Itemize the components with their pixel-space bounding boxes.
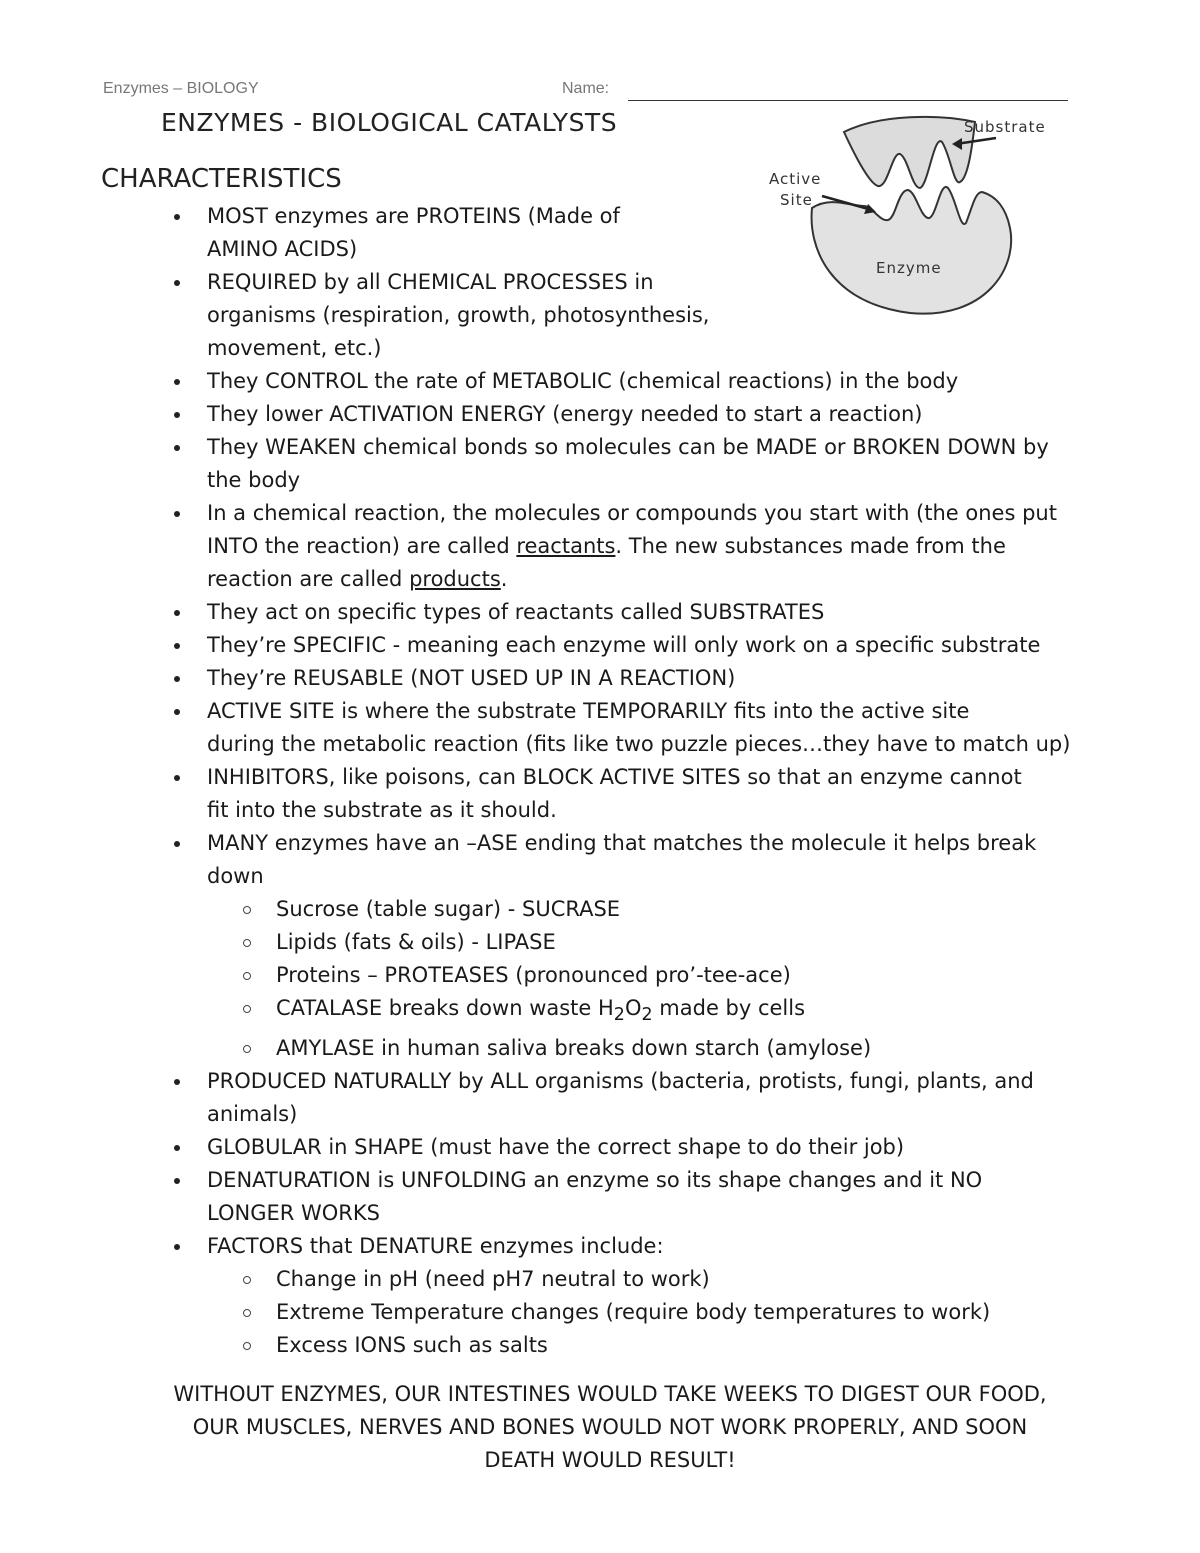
list-item: They lower ACTIVATION ENERGY (energy needed to start a reaction) [160, 398, 1120, 431]
list-item: GLOBULAR in SHAPE (must have the correct shape to do their job) [160, 1131, 1120, 1164]
sub-list-item: CATALASE breaks down waste $H_2O_2$ made by cells [160, 992, 1120, 1032]
name-blank-line[interactable] [628, 100, 1068, 101]
sub-list-item: Sucrose (table sugar) - SUCRASE [160, 893, 1120, 926]
list-item: FACTORS that DENATURE enzymes include: [160, 1230, 1120, 1263]
term-products: products [409, 567, 501, 591]
sub-list-item: Extreme Temperature changes (require body temperatures to work) [160, 1296, 1120, 1329]
enzyme-label: Enzyme [876, 259, 942, 277]
list-item: They WEAKEN chemical bonds so molecules can be MADE or BROKEN DOWN by the body [160, 431, 1120, 497]
sub-list-item: Excess IONS such as salts [160, 1329, 1120, 1362]
list-item: They’re REUSABLE (NOT USED UP IN A REACTION) [160, 662, 1120, 695]
list-item: MOST enzymes are PROTEINS (Made of AMINO ACIDS) [160, 200, 1120, 266]
list-item: ACTIVE SITE is where the substrate TEMPORARILY fits into the active site during the metabolic reaction (fits like two puzzle pieces…they have to match up) [160, 695, 1120, 761]
list-item: PRODUCED NATURALLY by ALL organisms (bacteria, protists, fungi, plants, and animals) [160, 1065, 1120, 1131]
list-item: They act on specific types of reactants called SUBSTRATES [160, 596, 1120, 629]
list-item: They CONTROL the rate of METABOLIC (chemical reactions) in the body [160, 365, 1120, 398]
header-name-label: Name: [562, 80, 610, 97]
header-course: Enzymes – BIOLOGY [103, 80, 259, 97]
page-title: ENZYMES - BIOLOGICAL CATALYSTS [161, 108, 618, 137]
sub-list-item: Proteins – PROTEASES (pronounced pro’-tee-ace) [160, 959, 1120, 992]
section-heading: CHARACTERISTICS [101, 164, 342, 194]
substrate-shape [844, 117, 975, 188]
site-label: Site [780, 191, 813, 209]
sub-list-item: AMYLASE in human saliva breaks down starch (amylose) [160, 1032, 1120, 1065]
sub-list-item: Lipids (fats & oils) - LIPASE [160, 926, 1120, 959]
active-label: Active [769, 170, 822, 188]
list-item: In a chemical reaction, the molecules or compounds you start with (the ones put INTO the reaction) are called reactants. The new substances made from the reaction are called products. [160, 497, 1120, 596]
list-item: REQUIRED by all CHEMICAL PROCESSES in organisms (respiration, growth, photosynthesis, movement, etc.) [160, 266, 1120, 365]
list-item: DENATURATION is UNFOLDING an enzyme so its shape changes and it NO LONGER WORKS [160, 1164, 1120, 1230]
substrate-label: Substrate [964, 118, 1046, 136]
sub-list-item: Change in pH (need pH7 neutral to work) [160, 1263, 1120, 1296]
term-reactants: reactants [516, 534, 616, 558]
characteristics-list [160, 200, 1120, 1362]
list-item: They’re SPECIFIC - meaning each enzyme will only work on a specific substrate [160, 629, 1120, 662]
list-item: MANY enzymes have an –ASE ending that matches the molecule it helps break down [160, 827, 1120, 893]
list-item: INHIBITORS, like poisons, can BLOCK ACTIVE SITES so that an enzyme cannot fit into the substrate as it should. [160, 761, 1120, 827]
closing-statement: WITHOUT ENZYMES, OUR INTESTINES WOULD TAKE WEEKS TO DIGEST OUR FOOD, OUR MUSCLES, NERVES AND BONES WOULD NOT WORK PROPERLY, AND SOON DEATH WOULD RESULT! [173, 1382, 1047, 1472]
